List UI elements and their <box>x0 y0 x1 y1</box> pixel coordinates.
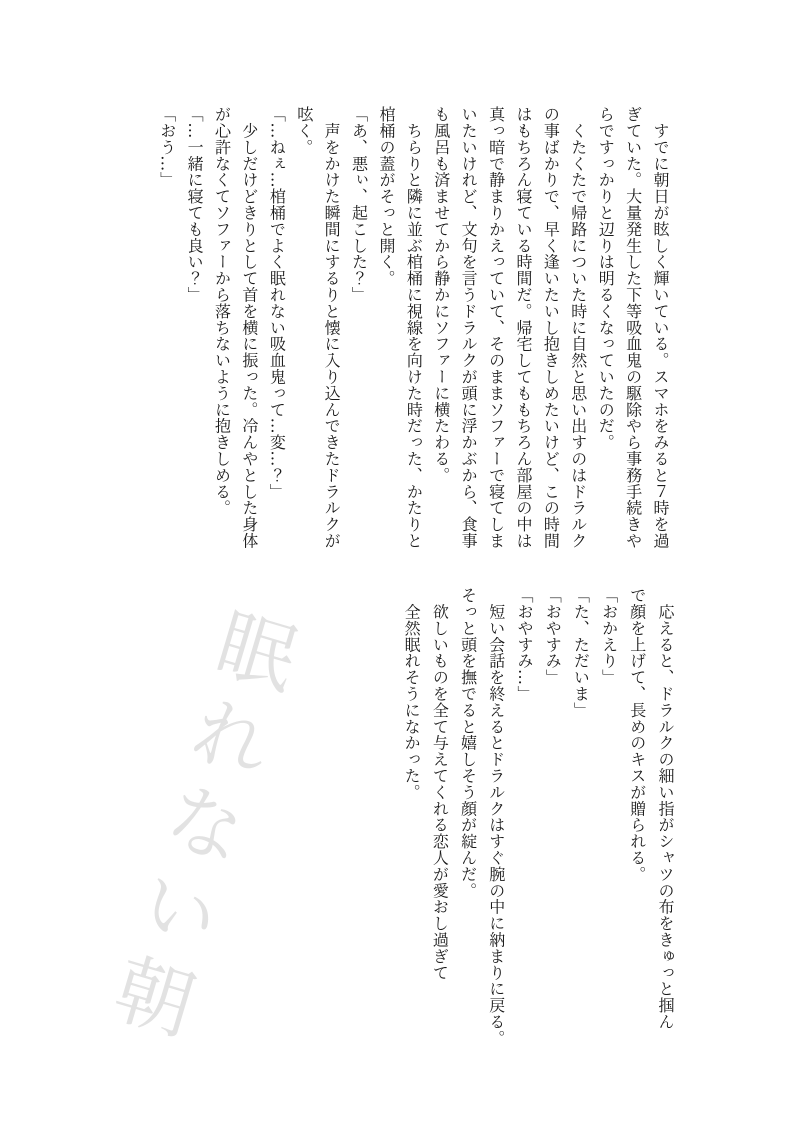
text-line: 棺桶の蓋がそっと開く。 <box>376 106 396 287</box>
story-text-block-2 <box>397 587 679 1046</box>
text-line: はもちろん寝ている時間だ。帰宅してももちろん部屋の中は <box>513 106 533 549</box>
text-line: が心許なくてソファーから落ちないように抱きしめる。 <box>212 106 232 516</box>
story-text-block-1 <box>153 106 674 549</box>
text-line: 「おやすみ…」 <box>514 587 534 702</box>
text-line: 欲しいものを全て与えてくれる恋人が愛おし過ぎて <box>430 587 450 981</box>
text-line: ちらりと隣に並ぶ棺桶に視線を向けた時だった、かたりと <box>404 106 424 549</box>
text-line: 呟く。 <box>294 106 314 156</box>
text-line: 「おやすみ」 <box>543 587 563 686</box>
watermark-title: 眠れない朝 <box>90 597 305 1055</box>
text-line: 全然眠れそうになかった。 <box>402 587 422 801</box>
text-line: 応えると、ドラルクの細い指がシャツの布をきゅっと掴ん <box>656 587 675 1030</box>
text-line: くたくたで帰路についた時に自然と思い出すのはドラルク <box>568 106 588 549</box>
text-line: そっと頭を撫でると嬉しそう顔が綻んだ。 <box>458 587 478 899</box>
text-line: 真っ暗で静まりかえっていて、そのままソファーで寝てしま <box>486 106 506 549</box>
text-line: 「…一緒に寝ても良い？」 <box>185 106 205 303</box>
text-line: 短い会話を終えるとドラルクはすぐ腕の中に納まりに戻る。 <box>486 587 506 1047</box>
text-line: 「た、ただいま」 <box>571 587 591 719</box>
text-line: 「おう…」 <box>157 106 177 188</box>
text-line: 「…ねぇ…棺桶でよく眠れない吸血鬼って…変…？」 <box>267 106 287 500</box>
text-line: 少しだけどきりとして首を横に振った。冷んやとした身体 <box>239 106 259 549</box>
text-line: の事ばかりで、早く逢いたいし抱きしめたいけど、この時間 <box>541 106 561 549</box>
text-line: らですっかりと辺りは明るくなっていたのだ。 <box>596 106 616 451</box>
text-line: 声をかけた瞬間にするりと懐に入り込んできたドラルクが <box>322 106 342 549</box>
text-line: すでに朝日が眩しく輝いている。スマホをみると７時を過 <box>651 106 670 549</box>
text-line: で顔を上げて、長めのキスが贈られる。 <box>627 587 647 883</box>
text-line: も風呂も済ませてから静かにソファーに横たわる。 <box>431 106 451 484</box>
text-line: 「あ、悪ぃ、起こした？」 <box>349 106 369 303</box>
text-line: いたいけれど、文句を言うドラルクが頭に浮かぶから、食事 <box>459 106 479 549</box>
text-line: 「おかえり」 <box>599 587 619 686</box>
text-line: ぎていた。大量発生した下等吸血鬼の駆除やら事務手続きや <box>623 106 643 549</box>
